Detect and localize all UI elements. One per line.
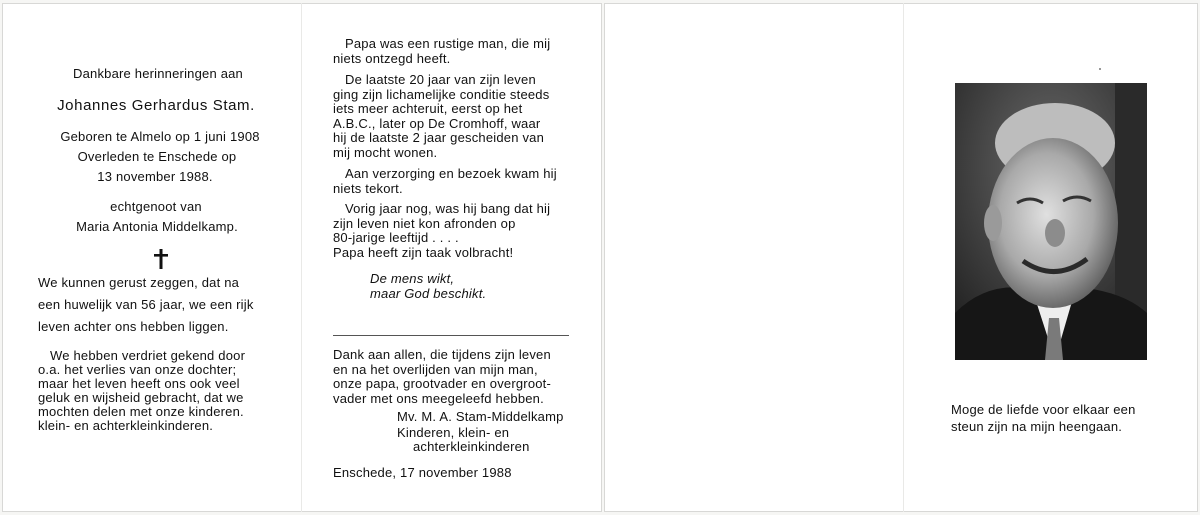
middle-para4-line: zijn leven niet kon afronden op <box>333 216 516 231</box>
speck <box>1099 68 1101 70</box>
para2-line: maar het leven heeft ons ook veel <box>38 376 240 391</box>
para1-line: leven achter ons hebben liggen. <box>38 319 229 334</box>
middle-para4-line: 80-jarige leeftijd . . . . <box>333 230 459 245</box>
death-line: Overleden te Enschede op <box>77 149 237 164</box>
family-line: achterkleinkinderen <box>413 439 530 454</box>
verse-line: Moge de liefde voor elkaar een <box>951 402 1136 417</box>
signature-name: Mv. M. A. Stam-Middelkamp <box>397 409 564 424</box>
fold-line-left <box>301 3 302 512</box>
verse-line: steun zijn na mijn heengaan. <box>951 419 1123 434</box>
middle-para2-line: iets meer achteruit, eerst op het <box>333 101 523 116</box>
deceased-name: Johannes Gerhardus Stam. <box>57 97 255 114</box>
family-line: Kinderen, klein- en <box>397 425 510 440</box>
separator-rule <box>333 335 569 336</box>
quote-line: De mens wikt, <box>370 271 455 286</box>
fold-line-right <box>903 3 904 512</box>
spouse-intro: echtgenoot van <box>110 199 202 214</box>
middle-para2-line: hij de laatste 2 jaar gescheiden van <box>333 130 545 145</box>
para2-line: mochten delen met onze kinderen. <box>38 404 244 419</box>
middle-para3-line: niets tekort. <box>333 181 403 196</box>
portrait-photo <box>955 83 1147 360</box>
middle-para2-line: De laatste 20 jaar van zijn leven <box>345 72 536 87</box>
birth-line: Geboren te Almelo op 1 juni 1908 <box>60 129 260 144</box>
middle-para4-line: Vorig jaar nog, was hij bang dat hij <box>345 201 551 216</box>
middle-para1-line: Papa was een rustige man, die mij <box>345 36 551 51</box>
cross-icon <box>154 249 168 269</box>
thanks-line: vader met ons meegeleefd hebben. <box>333 391 544 406</box>
para1-line: een huwelijk van 56 jaar, we een rijk <box>38 297 254 312</box>
thanks-line: Dank aan allen, die tijdens zijn leven <box>333 347 551 362</box>
quote-line: maar God beschikt. <box>370 286 487 301</box>
middle-para2-line: A.B.C., later op De Cromhoff, waar <box>333 116 541 131</box>
portrait-image <box>955 83 1147 360</box>
death-date: 13 november 1988. <box>97 169 213 184</box>
para2-line: We hebben verdriet gekend door <box>50 348 246 363</box>
para2-line: o.a. het verlies van onze dochter; <box>38 362 237 377</box>
middle-para3-line: Aan verzorging en bezoek kwam hij <box>345 166 557 181</box>
spouse-name: Maria Antonia Middelkamp. <box>76 219 238 234</box>
thanks-line: en na het overlijden van mijn man, <box>333 362 538 377</box>
para2-line: klein- en achterkleinkinderen. <box>38 418 214 433</box>
para2-line: geluk en wijsheid gebracht, dat we <box>38 390 244 405</box>
para1-line: We kunnen gerust zeggen, dat na <box>38 275 240 290</box>
middle-para1-line: niets ontzegd heeft. <box>333 51 451 66</box>
middle-para4-line: Papa heeft zijn taak volbracht! <box>333 245 514 260</box>
dankbare-heading: Dankbare herinneringen aan <box>73 66 243 81</box>
middle-para2-line: mij mocht wonen. <box>333 145 438 160</box>
middle-para2-line: ging zijn lichamelijke conditie steeds <box>333 87 550 102</box>
thanks-line: onze papa, grootvader en overgroot- <box>333 376 552 391</box>
place-date: Enschede, 17 november 1988 <box>333 465 512 480</box>
